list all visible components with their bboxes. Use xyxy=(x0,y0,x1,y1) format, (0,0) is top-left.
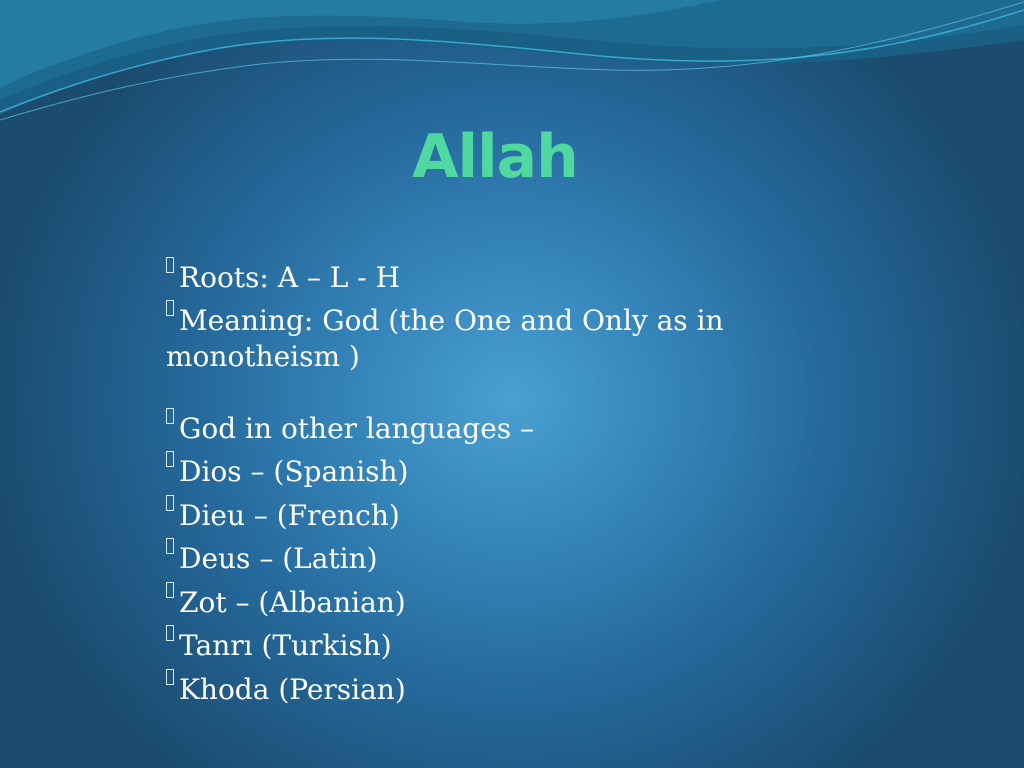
bullet-item-latin xyxy=(166,537,786,581)
wave-decoration xyxy=(0,0,1024,130)
bullet-marker-icon xyxy=(166,257,174,273)
bullet-text: God in other languages – xyxy=(179,411,535,445)
bullet-item-turkish xyxy=(166,624,786,668)
bullet-item-spanish xyxy=(166,450,786,494)
bullet-list xyxy=(166,256,786,711)
bullet-marker-icon xyxy=(166,625,174,641)
bullet-text: Tanrı (Turkish) xyxy=(179,629,392,662)
bullet-text: Dieu – (French) xyxy=(179,498,400,532)
bullet-text: Deus – (Latin) xyxy=(179,542,378,575)
slide-title: Allah xyxy=(412,122,578,192)
bullet-text: Zot – (Albanian) xyxy=(179,585,406,619)
bullet-text: Roots: A – L - H xyxy=(179,261,401,294)
bullet-marker-icon xyxy=(166,582,174,598)
bullet-marker-icon xyxy=(166,669,174,685)
paragraph-gap xyxy=(166,375,786,407)
bullet-item-albanian xyxy=(166,581,786,625)
bullet-text: Khoda (Persian) xyxy=(179,672,406,706)
bullet-marker-icon xyxy=(166,495,174,511)
bullet-marker-icon xyxy=(166,300,174,316)
bullet-text: Meaning: God (the One and Only as in monotheism ) xyxy=(166,303,724,373)
bullet-item-persian xyxy=(166,668,786,712)
bullet-marker-icon xyxy=(166,538,174,554)
bullet-item-roots xyxy=(166,256,786,300)
bullet-item-meaning xyxy=(166,300,786,375)
bullet-item-french xyxy=(166,494,786,538)
bullet-marker-icon xyxy=(166,451,174,467)
bullet-item-other-languages xyxy=(166,407,786,451)
bullet-marker-icon xyxy=(166,408,174,424)
bullet-text: Dios – (Spanish) xyxy=(179,455,409,488)
